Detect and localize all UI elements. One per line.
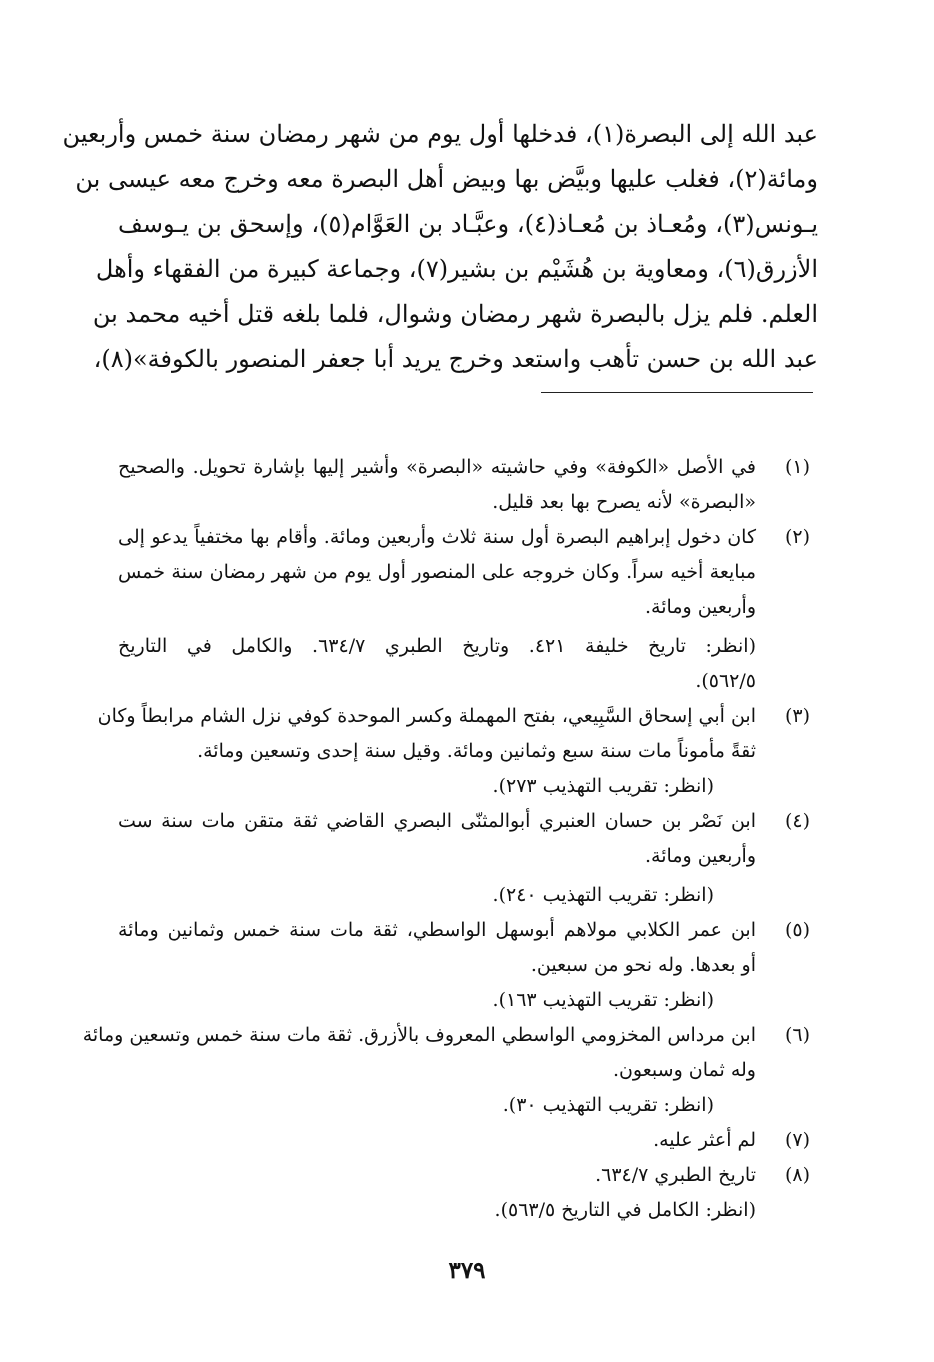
footnote-body bbox=[118, 520, 756, 699]
footnote-reference: (انظر: تاريخ خليفة ٤٢١. وتاريخ الطبري ٦٣٤/٧. والكامل في التاريخ bbox=[118, 635, 756, 657]
footnote-body bbox=[118, 804, 756, 913]
footnote-line: مبايعة أخيه سراً. وكان خروجه على المنصور أول يوم من شهر رمضان سنة خمس bbox=[118, 561, 756, 583]
footnote-3 bbox=[97, 699, 818, 804]
footnote-body bbox=[118, 1158, 756, 1228]
main-text-line: الأزرق(٦)، ومعاوية بن هُشَيْم بن بشير(٧)، وجماعة كبيرة من الفقهاء وأهل bbox=[95, 255, 818, 283]
footnote-number: (٤) bbox=[784, 810, 810, 832]
footnote-line: كان دخول إبراهيم البصرة أول سنة ثلاث وأربعين ومائة. وأقام بها مختفياً يدعو إلى bbox=[118, 526, 756, 548]
footnote-body bbox=[118, 1123, 756, 1158]
main-text-block bbox=[62, 112, 818, 382]
footnote-line: ابن نَصْر بن حسان العنبري أبوالمثنّى البصري القاضي ثقة متقن مات سنة ست bbox=[118, 810, 756, 832]
footnote-4 bbox=[118, 804, 818, 913]
main-text-line: ومائة(٢)، فغلب عليها وبيَّض بها وبيض أهل البصرة معه وخرج معه عيسى بن bbox=[75, 165, 818, 193]
footnote-5 bbox=[118, 913, 818, 1018]
footnote-number: (٧) bbox=[784, 1129, 810, 1151]
footnote-reference: (انظر: تقريب التهذيب ٢٤٠). bbox=[492, 884, 714, 906]
main-text-line: عبد الله إلى البصرة(١)، فدخلها أول يوم من شهر رمضان سنة خمس وأربعين bbox=[62, 120, 818, 148]
footnote-reference: (انظر: الكامل في التاريخ ٥٦٣/٥). bbox=[494, 1199, 756, 1221]
footnote-line: وله ثمان وسبعون. bbox=[612, 1059, 756, 1081]
footnote-1 bbox=[118, 450, 818, 520]
footnote-line: وأربعين ومائة. bbox=[645, 596, 756, 618]
footnote-body bbox=[98, 699, 756, 804]
footnote-number: (٢) bbox=[784, 526, 810, 548]
footnote-line: ابن أبي إسحاق السَّبِيعي، بفتح المهملة وكسر الموحدة كوفي نزل الشام مرابطاً وكان bbox=[97, 705, 756, 727]
footnote-line: لم أعثر عليه. bbox=[653, 1129, 756, 1151]
main-text-line: يـونس(٣)، ومُعـاذ بن مُعـاذ(٤)، وعبَّـاد بن العَوَّام(٥)، وإسحق بن يـوسف bbox=[118, 210, 818, 238]
footnote-7 bbox=[118, 1123, 818, 1158]
footnote-reference: ٥٦٢/٥). bbox=[695, 670, 756, 692]
footnote-line: أو بعدها. وله نحو من سبعين. bbox=[530, 954, 756, 976]
page-number: ٣٧٩ bbox=[448, 1257, 486, 1284]
footnote-number: (٣) bbox=[784, 705, 810, 727]
footnote-line: ابن مرداس المخزومي الواسطي المعروف بالأزرق. ثقة مات سنة خمس وتسعين ومائة bbox=[82, 1024, 756, 1046]
footnote-line: تاريخ الطبري ٦٣٤/٧. bbox=[595, 1164, 756, 1186]
footnote-line: ابن عمر الكلابي مولاهم أبوسهل الواسطي، ثقة مات سنة خمس وثمانين ومائة bbox=[118, 919, 756, 941]
footnote-body bbox=[118, 913, 756, 1018]
footnote-body bbox=[83, 1018, 756, 1123]
main-text-line: عبد الله بن حسن تأهب واستعد وخرج يريد أبا جعفر المنصور بالكوفة»(٨)، bbox=[93, 345, 818, 373]
footnote-reference: (انظر: تقريب التهذيب ٣٠). bbox=[502, 1094, 714, 1116]
main-text-line: العلم. فلم يزل بالبصرة شهر رمضان وشوال، فلما بلغه قتل أخيه محمد بن bbox=[92, 300, 818, 328]
footnote-number: (٦) bbox=[784, 1024, 810, 1046]
footnote-reference: (انظر: تقريب التهذيب ١٦٣). bbox=[492, 989, 714, 1011]
footnote-separator bbox=[541, 392, 813, 393]
footnote-number: (٨) bbox=[784, 1164, 810, 1186]
footnote-reference: (انظر: تقريب التهذيب ٢٧٣). bbox=[492, 775, 714, 797]
footnote-line: «البصرة» لأنه يصرح بها بعد قليل. bbox=[492, 491, 756, 513]
footnote-6 bbox=[82, 1018, 818, 1123]
footnote-body bbox=[118, 450, 756, 520]
footnote-line: ثقةً مأموناً مات سنة سبع وثمانين ومائة. وقيل سنة إحدى وتسعين ومائة. bbox=[197, 740, 756, 762]
footnote-line: وأربعين ومائة. bbox=[645, 845, 756, 867]
footnotes-section bbox=[82, 450, 818, 1228]
footnote-line: في الأصل «الكوفة» وفي حاشيته «البصرة» وأشير إليها بإشارة تحويل. والصحيح bbox=[118, 456, 756, 478]
footnote-number: (١) bbox=[784, 456, 810, 478]
footnote-8 bbox=[118, 1158, 818, 1228]
footnote-number: (٥) bbox=[784, 919, 810, 941]
footnote-2 bbox=[118, 520, 818, 699]
